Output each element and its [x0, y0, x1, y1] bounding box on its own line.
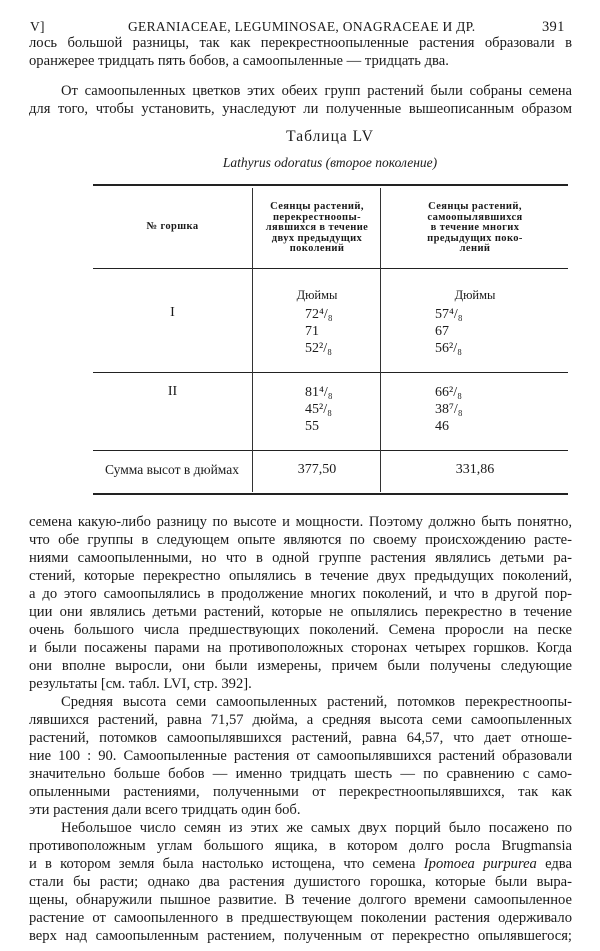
header-line: поколений [289, 243, 345, 254]
table-rule [93, 184, 568, 186]
column-divider [380, 188, 381, 492]
header-pot: № горшка [146, 221, 199, 232]
table-rule [93, 372, 568, 373]
table-cell: 46 [435, 419, 449, 434]
pot-number: II [167, 384, 178, 399]
text-line: растений, потомков самоопылявшихся растений, равна 64,57, что дает отноше- [29, 730, 572, 746]
text-line: лявшихся растений, равна 71,57 дюйма, а средняя высота семи самоопыленных [29, 712, 572, 728]
table-subtitle: Lathyrus odoratus (второе поколение) [222, 155, 438, 170]
header-line: самоопылявшихся [427, 211, 523, 223]
text-line: От самоопыленных цветков этих обеих групп растений были собраны семена [61, 83, 572, 99]
text-line: они вполне выросли, они были измерены, причем были получены следующие [29, 658, 572, 674]
pot-number: I [170, 305, 175, 320]
header-line: лявшихся в течение [265, 222, 369, 233]
crossed-values [305, 384, 333, 435]
text-line: ние 100 : 90. Самоопыленные растения от самоопылявшихся растений образовали [29, 748, 572, 764]
body-text [29, 513, 572, 945]
text-fragment: и в котором земля была настолько истощена, что семена [29, 856, 416, 872]
table-cell: 45²/₈ [305, 402, 332, 417]
unit-label: Дюймы [296, 288, 338, 302]
table-cell: 71 [305, 324, 319, 339]
header-line: предыдущих поко- [427, 232, 523, 244]
text-line: эти растения дали всего тридцать один боб. [29, 802, 301, 818]
table-rule [93, 450, 568, 451]
text-line: очень большого числа предшествующих поколений. Семена проросли на песке [29, 622, 572, 638]
text-line: противоположным углам большого ящика, в котором долго росла Brugmansia [29, 838, 572, 854]
top-paragraphs [29, 34, 572, 118]
text-line: Небольшое число семян из этих же самых двух порций было посажено по [61, 820, 572, 836]
table-title: Таблица LV [286, 128, 374, 145]
total-crossed: 377,50 [297, 462, 337, 477]
self-values [435, 384, 463, 435]
header-line: перекрестноопы- [272, 211, 361, 223]
page-number: 391 [542, 19, 565, 35]
text-line: оранжерее тридцать пять бобов, а самоопыленные — тридцать два. [29, 53, 449, 69]
table-cell: 66²/₈ [435, 385, 462, 400]
header-line: в течение многих [430, 222, 520, 233]
text-line: и были посажены парами на противоположных сторонах четырех горшков. Когда [29, 640, 572, 656]
header-line: лений [459, 243, 491, 254]
table-cell: 56²/₈ [435, 341, 462, 356]
header-self [382, 202, 568, 255]
text-line: ниями самоопыленными, но что в одной группе растения являлись детьми ра- [29, 550, 572, 566]
text-line: что обе группы в следующем опыте являются по своему происхождению расте- [29, 532, 572, 548]
total-self: 331,86 [455, 462, 495, 477]
text-line: семена какую-либо разницу по высоте и мощности. Поэтому должно быть понятно, [29, 514, 572, 530]
header-line: двух предыдущих [271, 232, 363, 244]
text-fragment: едва [545, 856, 572, 872]
table-cell: 72⁴/₈ [305, 307, 333, 322]
text-line: ции они являлись детьми растений, которые не опылялись перекрестно в течение [29, 604, 572, 620]
header-crossed [254, 202, 380, 255]
crossed-values [305, 306, 333, 357]
table-cell: 55 [305, 419, 319, 434]
running-header: GERANIACEAE, LEGUMINOSAE, ONAGRACEAE И ДР. [128, 19, 476, 34]
table-rule [93, 268, 568, 269]
total-label: Сумма высот в дюймах [104, 462, 239, 477]
table-cell: 57⁴/₈ [435, 307, 463, 322]
text-line: лось большой разницы, так как перекрестноопыленные растения образовали в [29, 35, 572, 51]
table-cell: 67 [435, 324, 449, 339]
self-values [435, 306, 463, 357]
text-line: верх над самоопыленным растением, полученным от перекрестно опылявшегося; [29, 928, 572, 944]
text-line: результаты [см. табл. LVI, стр. 392]. [29, 676, 252, 692]
text-line: стений, которые перекрестно опылялись в течение двух предыдущих поколений, [29, 568, 572, 584]
table-rule [93, 493, 568, 495]
column-divider [252, 188, 253, 492]
chapter-number: V] [30, 19, 45, 34]
text-line: для того, чтобы установить, унаследуют ли полученные вышеописанным образом [29, 101, 572, 117]
table-cell: 52²/₈ [305, 341, 332, 356]
species-name: Ipomoea purpurea [423, 856, 537, 872]
text-line: значительно больше бобов — именно тридцать шесть — по сравнению с само- [29, 766, 572, 782]
text-line: опыленными растениями, полученными от перекрестноопылявшихся, так как [29, 784, 572, 800]
table-cell: 38⁷/₈ [435, 402, 463, 417]
unit-label: Дюймы [454, 288, 496, 302]
header-line: Сеянцы растений, [428, 201, 522, 212]
text-line: а до этого самоопылялись в продолжение многих поколений, и что в другой пор- [29, 586, 572, 602]
text-line: Средняя высота семи самоопыленных растений, потомков перекрестноопы- [61, 694, 572, 710]
header-line: Сеянцы растений, [270, 201, 364, 212]
text-line: растение от самоопыленного в предшествующем поколении растения одерживало [29, 910, 572, 926]
table-cell: 81⁴/₈ [305, 385, 333, 400]
text-line: щены, обнаружили пышное развитие. В течение долгого времени самоопыленное [29, 892, 572, 908]
text-line: стали бы расти; однако два растения душистого горошка, которые были выра- [29, 874, 572, 890]
text-line [29, 855, 572, 873]
